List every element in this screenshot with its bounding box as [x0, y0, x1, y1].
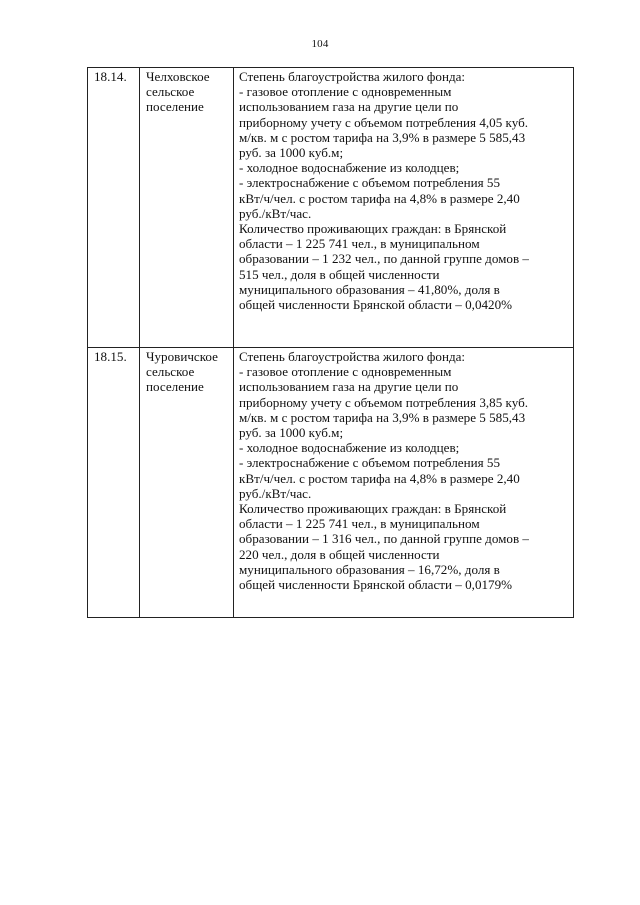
description-line: приборному учету с объемом потребления 4,05 куб.	[239, 114, 529, 130]
description-line: общей численности Брянской области – 0,0179%	[239, 577, 513, 593]
settlement-name-line: Челховское	[146, 69, 210, 84]
table-row	[88, 348, 574, 618]
description-line: муниципального образования – 16,72%, доля в	[239, 561, 500, 577]
row-number: 18.14.	[88, 68, 140, 348]
page-number: 104	[311, 38, 329, 50]
description-line: общей численности Брянской области – 0,0420%	[239, 297, 513, 313]
description-line: Степень благоустройства жилого фонда:	[239, 349, 466, 364]
description-line: Количество проживающих граждан: в Брянской	[239, 501, 507, 517]
settlement-name-line: Чуровичское	[146, 349, 218, 364]
description-line: Количество проживающих граждан: в Брянской	[239, 221, 507, 237]
settlement-name-line: поселение	[146, 379, 204, 395]
description-line: - электроснабжение с объемом потребления 55	[239, 175, 501, 191]
settlement-name	[140, 68, 234, 348]
description-line: муниципального образования – 41,80%, доля в	[239, 281, 500, 297]
settlement-name-line: поселение	[146, 99, 204, 115]
description-line: кВт/ч/чел. с ростом тарифа на 4,8% в размере 2,40	[239, 190, 520, 206]
description-line: использованием газа на другие цели по	[239, 379, 459, 395]
description-line: руб./кВт/час.	[239, 205, 312, 221]
description-line: образовании – 1 232 чел., по данной группе домов –	[239, 251, 529, 267]
description-line: 515 чел., доля в общей численности	[239, 266, 440, 282]
description-line: Степень благоустройства жилого фонда:	[239, 69, 466, 84]
description-line: приборному учету с объемом потребления 3,85 куб.	[239, 394, 529, 410]
description-line: м/кв. м с ростом тарифа на 3,9% в размере 5 585,43	[239, 129, 526, 145]
description-line: 220 чел., доля в общей численности	[239, 546, 440, 562]
description-line: использованием газа на другие цели по	[239, 99, 459, 115]
description-line: - газовое отопление с одновременным	[239, 84, 452, 100]
settlement-name-line: сельское	[146, 364, 195, 380]
row-number: 18.15.	[88, 348, 140, 618]
settlement-name	[140, 348, 234, 618]
description-line: руб. за 1000 куб.м;	[239, 425, 344, 441]
description-line: области – 1 225 741 чел., в муниципальном	[239, 236, 480, 252]
description-line: - газовое отопление с одновременным	[239, 364, 452, 380]
settlement-name-line: сельское	[146, 84, 195, 100]
settlement-table	[87, 67, 574, 618]
description-line: кВт/ч/чел. с ростом тарифа на 4,8% в размере 2,40	[239, 470, 520, 486]
description-line: м/кв. м с ростом тарифа на 3,9% в размере 5 585,43	[239, 409, 526, 425]
description-line: - холодное водоснабжение из колодцев;	[239, 160, 460, 176]
description-line: руб. за 1000 куб.м;	[239, 145, 344, 161]
table-row	[88, 68, 574, 348]
description-line: - электроснабжение с объемом потребления 55	[239, 455, 501, 471]
settlement-description	[234, 68, 574, 348]
description-line: - холодное водоснабжение из колодцев;	[239, 440, 460, 456]
settlement-description	[234, 348, 574, 618]
description-line: руб./кВт/час.	[239, 485, 312, 501]
description-line: образовании – 1 316 чел., по данной группе домов –	[239, 531, 529, 547]
description-line: области – 1 225 741 чел., в муниципальном	[239, 516, 480, 532]
